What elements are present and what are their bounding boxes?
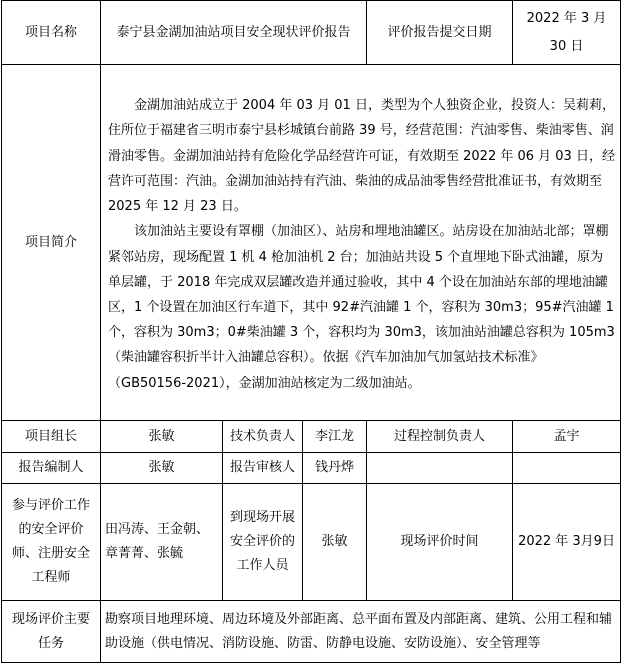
submit-date-label: 评价报告提交日期 — [367, 1, 513, 65]
onsite-staff-label: 到现场开展安全评价的工作人员 — [223, 484, 303, 601]
intro-paragraph-1: 金湖加油站成立于 2004 年 03 月 01 日，类型为个人独资企业，投资人：吴莉莉，住所位于福建省三明市泰宁县杉城镇台前路 39 号，经营范围：汽油零售、柴油零售、润滑油零售。金湖加油站持有危险化学品经营许可证，有效期至 2022 年 06 月 03 日，经营许可范围：汽油。金湖加油站持有汽油、柴油的成品油零售经营批准证书，有效期至 2025 年 12 月 23 日。 — [108, 98, 615, 215]
author-label: 报告编制人 — [2, 453, 101, 484]
row-evaluators — [2, 484, 621, 601]
empty-cell-1 — [367, 453, 513, 484]
reviewer-label: 报告审核人 — [223, 453, 303, 484]
process-lead-label: 过程控制负责人 — [367, 421, 513, 453]
tech-lead-label: 技术负责人 — [223, 421, 303, 453]
intro-paragraph-2: 该加油站主要设有罩棚（加油区）、站房和埋地油罐区。站房设在加油站北部；罩棚紧邻站房，现场配置 1 机 4 枪加油机 2 台；加油站共设 5 个直埋地下卧式油罐，原为单层罐，于 2018 年完成双层罐改造并通过验收，其中 4 个设在加油站东部的埋地油罐区，1 个设置在加油区行车道下，其中 92#汽油罐 1 个，容积为 30m3；95#汽油罐 1 个，容积为 30m3；0#柴油罐 3 个，容积均为 30m3，该加油站油罐总容积为 105m3（柴油罐容积折半计入油罐总容积）。依据《汽车加油加气加氢站技术标准》（GB50156-2021），金湖加油站核定为二级加油站。 — [108, 224, 615, 391]
project-intro-text — [101, 65, 621, 421]
participants-value: 田冯涛、王金朝、章菁菁、张毓 — [101, 484, 223, 601]
author-value: 张敏 — [101, 453, 223, 484]
project-info-table — [1, 0, 621, 663]
leader-value: 张敏 — [101, 421, 223, 453]
participants-label: 参与评价工作的安全评价师、注册安全工程师 — [2, 484, 101, 601]
row-project-name — [2, 1, 621, 65]
empty-cell-2 — [513, 453, 621, 484]
process-lead-value: 孟宇 — [513, 421, 621, 453]
onsite-time-label: 现场评价时间 — [367, 484, 513, 601]
submit-date-value: 2022 年 3 月 30 日 — [513, 1, 621, 65]
onsite-time-value: 2022 年 3月9日 — [513, 484, 621, 601]
main-tasks-label: 现场评价主要任务 — [2, 601, 101, 663]
leader-label: 项目组长 — [2, 421, 101, 453]
main-tasks-value: 勘察项目地理环境、周边环境及外部距离、总平面布置及内部距离、建筑、公用工程和辅助设施（供电情况、消防设施、防雷、防静电设施、安防设施）、安全管理等 — [101, 601, 621, 663]
row-main-tasks — [2, 601, 621, 663]
row-report-staff — [2, 453, 621, 484]
project-name-label: 项目名称 — [2, 1, 101, 65]
row-project-team — [2, 421, 621, 453]
reviewer-value: 钱丹烨 — [303, 453, 367, 484]
row-project-intro — [2, 65, 621, 421]
onsite-staff-value: 张敏 — [303, 484, 367, 601]
project-intro-label: 项目简介 — [2, 65, 101, 421]
project-name-value: 泰宁县金湖加油站项目安全现状评价报告 — [101, 1, 367, 65]
tech-lead-value: 李江龙 — [303, 421, 367, 453]
